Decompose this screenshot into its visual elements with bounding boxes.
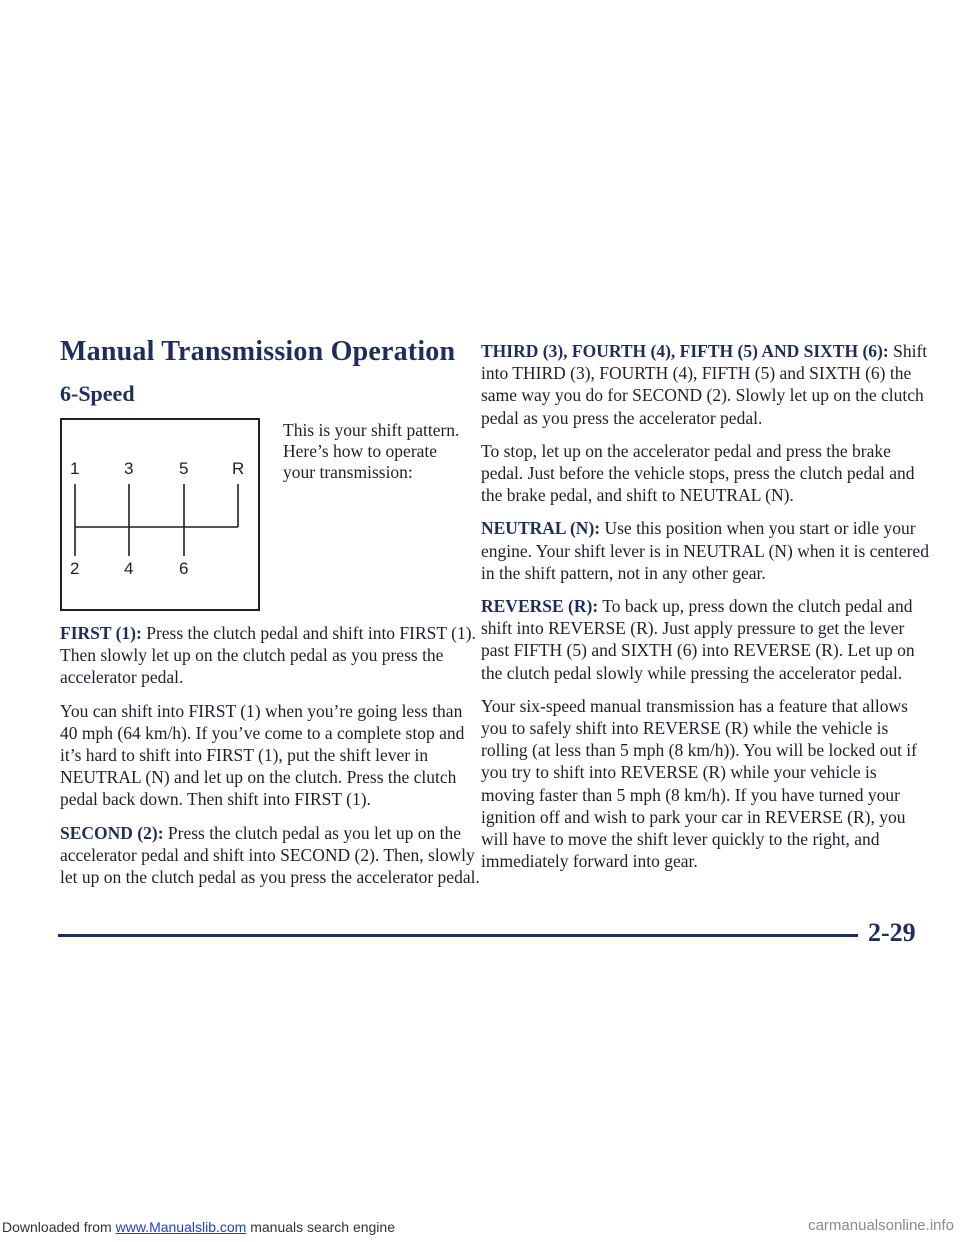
paragraph-first: FIRST (1): Press the clutch pedal and shift into FIRST (1). Then slowly let up on the clutch pedal as you press the accelerator pedal. — [60, 623, 476, 688]
section-subtitle: 6-Speed — [60, 381, 135, 406]
gear-label-second: 2 — [70, 559, 80, 578]
gear-label-reverse: R — [232, 459, 245, 478]
intro-text: This is your shift pattern. Here’s how to operate your transmission: — [283, 420, 460, 482]
paragraph-third-to-sixth: THIRD (3), FOURTH (4), FIFTH (5) AND SIXTH (6): Shift into THIRD (3), FOURTH (4), FIFTH (5) and SIXTH (6) the same way you do for SECOND (2). Slowly let up on the clutch pedal as you press the accelerator pedal. — [481, 341, 928, 428]
paragraph-reverse-lockout: Your six-speed manual transmission has a feature that allows you to safely shift into REVERSE (R) while the vehicle is rolling (at less than 5 mph (8 km/h)). You will be locked out if you try to shift into REVERSE (R) while your vehicle is moving faster than 5 mph (8 km/h). If you have turned your ignition off and wish to park your car in REVERSE (R), you will have to move the shift lever quickly to the right, and immediately forward into gear. — [481, 695, 917, 872]
gear-label-fifth: 5 — [179, 459, 189, 478]
page-number: 2-29 — [868, 918, 916, 947]
page-title: Manual Transmission Operation — [60, 336, 456, 367]
paragraph-first-note: You can shift into FIRST (1) when you’re going less than 40 mph (64 km/h). If you’ve come to a complete stop and it’s hard to shift into FIRST (1), put the shift lever in NEUTRAL (N) and let up on the clutch. Press the clutch pedal back down. Then shift into FIRST (1). — [60, 700, 465, 810]
paragraph-neutral: NEUTRAL (N): Use this position when you start or idle your engine. Your shift lever is in NEUTRAL (N) when it is centered in the shift pattern, not in any other gear. — [481, 518, 929, 583]
gear-label-third: 3 — [124, 459, 134, 478]
footer-rule — [58, 934, 858, 937]
gear-label-sixth: 6 — [179, 559, 189, 578]
shift-pattern-diagram — [60, 418, 260, 611]
paragraph-second: SECOND (2): Press the clutch pedal as you let up on the accelerator pedal and shift into SECOND (2). Then, slowly let up on the clutch pedal as you press the accelerator pedal. — [60, 822, 480, 888]
left-column — [60, 622, 480, 899]
paragraph-stop: To stop, let up on the accelerator pedal and press the brake pedal. Just before the vehicle stops, press the clutch pedal and the brake pedal, and shift to NEUTRAL (N). — [481, 440, 915, 506]
shift-pattern-lines — [62, 420, 258, 609]
download-footer: Downloaded from www.Manualslib.com manuals search engine — [2, 1219, 395, 1235]
watermark: carmanualsonline.info — [808, 1217, 954, 1234]
gear-label-fourth: 4 — [124, 559, 134, 578]
right-column — [481, 340, 931, 883]
manualslib-link[interactable]: www.Manualslib.com — [115, 1219, 247, 1235]
paragraph-reverse: REVERSE (R): To back up, press down the clutch pedal and shift into REVERSE (R). Just apply pressure to get the lever past FIFTH (5) and SIXTH (6) into REVERSE (R). Let up on the clutch pedal slowly while pressing the accelerator pedal. — [481, 596, 915, 683]
gear-label-first: 1 — [70, 459, 80, 478]
